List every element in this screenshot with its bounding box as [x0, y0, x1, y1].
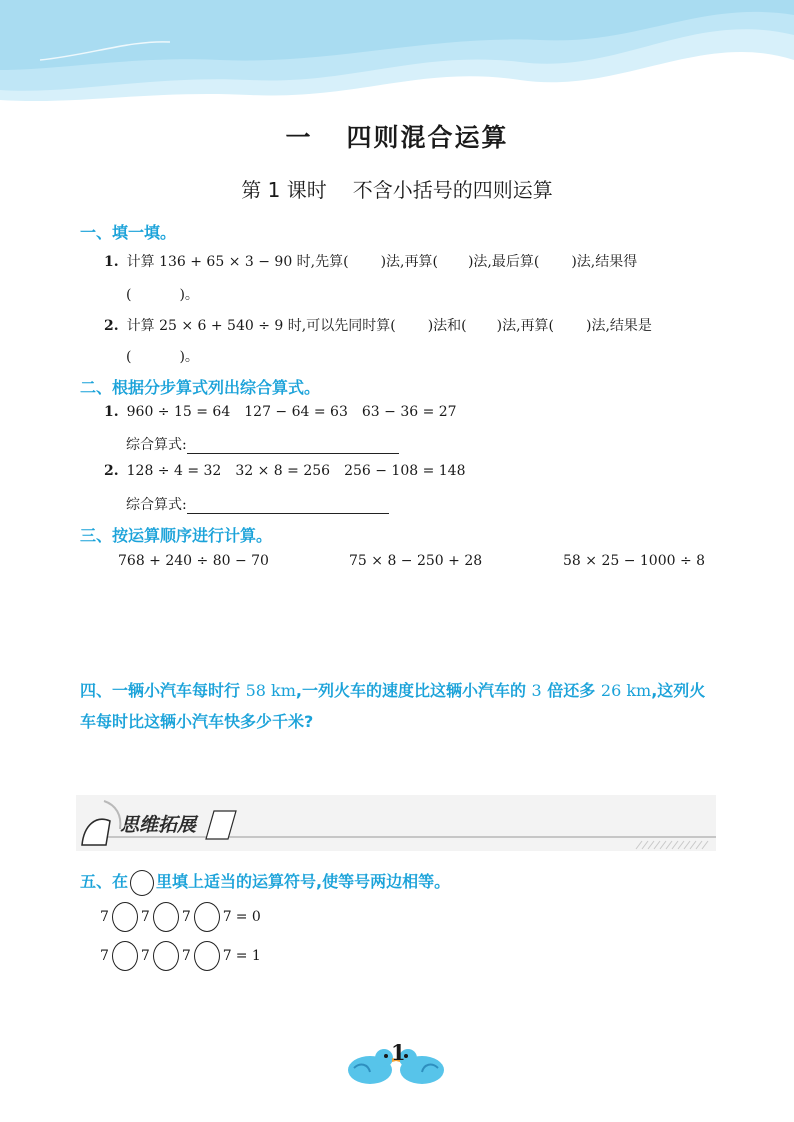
s4-value-extra: 26 km [600, 681, 652, 700]
s5-equation-1 [100, 902, 261, 932]
s3-expression-2: 75 × 8 − 250 + 28 [349, 553, 483, 569]
s1-q1-text-a: 计算 136 + 65 × 3 − 90 时,先算( [126, 254, 349, 270]
s1-q1-text-b: )法,再算( [380, 254, 438, 270]
s2-q1-number: 1. [104, 404, 119, 420]
s1-q1-number: 1. [104, 254, 119, 270]
operator-circle[interactable] [194, 941, 220, 971]
s1-question-2 [104, 315, 652, 335]
s1-q2-text-c: )法,再算( [496, 318, 554, 334]
s2-q2-number: 2. [104, 463, 119, 479]
s5-r2-number: 7 [222, 948, 232, 964]
s1-q1-text-e: ( [126, 287, 132, 303]
answer-line[interactable] [187, 439, 399, 454]
s4-text-2: ,一列火车的速度比这辆小汽车的 [295, 681, 532, 700]
circle-icon [130, 870, 154, 896]
s1-q2-number: 2. [104, 318, 119, 334]
s1-q2-text-a: 计算 25 × 6 + 540 ÷ 9 时,可以先同时算( [126, 318, 396, 334]
s4-text-3: 倍还多 [541, 681, 601, 700]
s5-r1-number: 7 [100, 909, 109, 925]
s2-q1-step-3: 63 − 36 = 27 [361, 404, 457, 420]
s1-q1-text-c: )法,最后算( [467, 254, 540, 270]
section4-question [80, 675, 720, 737]
s5-r1-result: = 0 [235, 909, 261, 925]
s2-q2-answer [126, 494, 389, 514]
chapter-number: 一 [285, 123, 313, 152]
s2-q1-answer [126, 434, 399, 454]
s1-q1-text-d: )法,结果得 [571, 254, 638, 270]
operator-circle[interactable] [153, 902, 179, 932]
s3-expression-1: 768 + 240 ÷ 80 − 70 [118, 553, 269, 569]
lesson-prefix: 第 1 课时 [241, 178, 327, 202]
s2-q2-step-2: 32 × 8 = 256 [235, 463, 331, 479]
s3-expression-3: 58 × 25 − 1000 ÷ 8 [563, 553, 706, 569]
s2-q2-step-3: 256 − 108 = 148 [344, 463, 466, 479]
s4-text-4: ,这列火车每时比这辆小汽车快多少千米? [80, 681, 706, 731]
s5-heading-b: 里填上适当的运算符号,使等号两边相等。 [156, 872, 451, 891]
s1-q2-text-e: ( [126, 349, 132, 365]
operator-circle[interactable] [194, 902, 220, 932]
operator-circle[interactable] [153, 941, 179, 971]
s2-q2-step-1: 128 ÷ 4 = 32 [126, 463, 222, 479]
s1-q1-text-f: )。 [179, 287, 199, 303]
answer-line[interactable] [187, 499, 389, 514]
s5-r1-number: 7 [222, 909, 232, 925]
lesson-title [0, 174, 794, 203]
s2-q1-step-1: 960 ÷ 15 = 64 [126, 404, 231, 420]
s2-question-2 [104, 463, 466, 479]
chapter-title [0, 118, 794, 154]
s4-value-multiple: 3 [531, 681, 542, 700]
section1-heading: 一、填一填。 [80, 223, 177, 242]
s2-q1-step-2: 127 − 64 = 63 [244, 404, 348, 420]
section5-heading [80, 869, 450, 896]
section3-heading: 三、按运算顺序进行计算。 [80, 526, 273, 545]
s5-r1-number: 7 [181, 909, 191, 925]
chapter-name: 四则混合运算 [346, 123, 509, 152]
s5-r2-number: 7 [100, 948, 109, 964]
s2-question-1 [104, 404, 457, 420]
s1-question-1 [104, 251, 637, 271]
s5-r2-number: 7 [181, 948, 191, 964]
answer-label: 综合算式: [126, 497, 187, 513]
s1-q2-text-d: )法,结果是 [586, 318, 652, 334]
s1-question-2-result [126, 346, 199, 366]
s5-r1-number: 7 [140, 909, 150, 925]
s4-text-1: 四、一辆小汽车每时行 [80, 681, 246, 700]
s1-question-1-result [126, 284, 199, 304]
s5-r2-result: = 1 [235, 948, 261, 964]
s5-equation-2 [100, 941, 261, 971]
lesson-name: 不含小括号的四则运算 [352, 178, 553, 202]
s4-value-car-speed: 58 km [245, 681, 296, 700]
operator-circle[interactable] [112, 941, 138, 971]
s1-q2-text-b: )法和( [427, 318, 467, 334]
page-number: 1 [391, 1040, 406, 1065]
s5-heading-a: 五、在 [80, 872, 129, 891]
extension-label: 思维拓展 [120, 814, 197, 836]
section2-heading: 二、根据分步算式列出综合算式。 [80, 378, 321, 397]
s1-q2-text-f: )。 [179, 349, 199, 365]
answer-label: 综合算式: [126, 437, 187, 453]
header-wave-banner [0, 0, 794, 110]
operator-circle[interactable] [112, 902, 138, 932]
s5-r2-number: 7 [140, 948, 150, 964]
